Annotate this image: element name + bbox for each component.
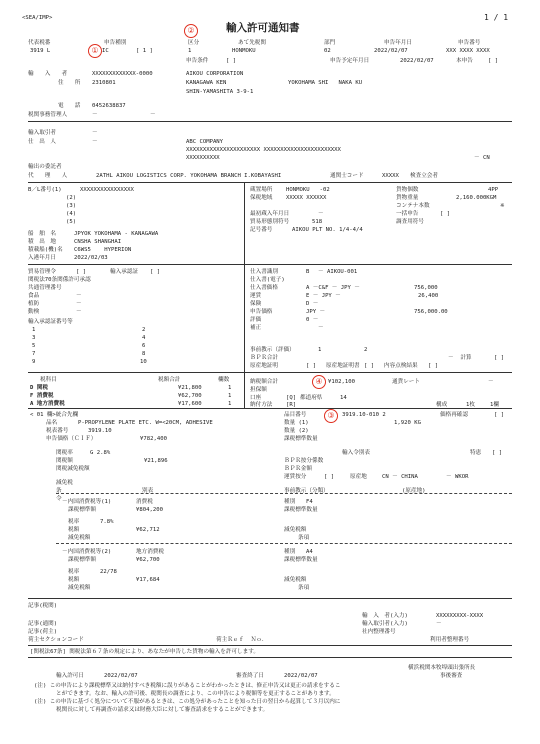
label: 事前教示（分類）	[284, 488, 329, 494]
value: － AIKOU-001	[318, 269, 358, 275]
label: 減免税額	[284, 577, 307, 583]
document-title: 輸入許可通知書	[226, 22, 300, 34]
label: 船 舶 名	[28, 231, 56, 237]
label: 代 理 人	[28, 173, 68, 179]
note: 税関長に対して再調査の請求又は財務大臣に対して審査請求をすることができます。	[56, 707, 269, 713]
value: ¥804,200	[136, 507, 163, 513]
label: 運賃按分	[284, 474, 307, 480]
value: 1	[228, 401, 232, 407]
value: [ ]	[488, 58, 499, 64]
value: [ ]	[364, 363, 375, 369]
label: 貨物重量	[396, 195, 419, 201]
value: AIKOU CORPORATION	[186, 71, 244, 77]
label: B／L番号(1)	[28, 187, 62, 193]
label: コンテナ本数	[396, 203, 430, 209]
label: 荷主Ｒｅｆ Ｎｏ．	[216, 637, 268, 643]
value: YOKOHAMA SHI NAKA KU	[288, 80, 363, 86]
value: 756,000	[414, 285, 438, 291]
label: 記事(税関)	[28, 603, 58, 609]
value: －	[92, 139, 98, 145]
label: 課税標準額	[68, 557, 96, 563]
label: 6	[142, 343, 146, 349]
label: 通関士コード	[330, 173, 364, 179]
value: XXXXXXXXXX	[186, 155, 220, 161]
label: 保険	[250, 301, 262, 307]
label: 数量 (2)	[284, 428, 309, 434]
label: 1	[32, 327, 36, 333]
label: 住 所	[58, 80, 81, 86]
value: HONMOKU	[232, 48, 256, 54]
value: [Q]	[286, 395, 297, 401]
value: ¥62,700	[136, 557, 160, 563]
label: 本申告	[456, 58, 473, 64]
label: 調査用符号	[396, 219, 424, 225]
label: 電 話	[58, 103, 81, 109]
label: 輸入承認証番号等	[28, 319, 73, 325]
value: －	[76, 293, 82, 299]
value: 02	[324, 48, 331, 54]
label: 税関事務管理人	[28, 112, 68, 118]
label: 輸入取引者(入力)	[362, 621, 408, 627]
label: 輸入許可日	[56, 673, 84, 679]
label: 2	[142, 327, 146, 333]
label: 評価	[250, 317, 262, 323]
marker-2: ②	[184, 24, 198, 38]
label: 8	[142, 351, 146, 357]
label: 品名	[46, 420, 58, 426]
approval-statement: [関税法67条] 関税法第６７条の規定により、あなたが申告した貨物の輸入を許可します。	[30, 649, 259, 655]
value: －	[436, 621, 442, 627]
value: 2ATHL AIKOU LOGISTICS CORP. YOKOHAMA BRANCH I.KOBAYASHI	[96, 173, 282, 179]
label: 植防	[28, 301, 40, 307]
label: 7	[32, 351, 36, 357]
value: CNSHA SHANGHAI	[74, 239, 122, 245]
doc-tag: <SEA/IMP>	[22, 15, 53, 21]
label: － 計算	[448, 355, 472, 361]
label: －内国消費税等(1)	[62, 499, 112, 505]
label: 減免税額	[284, 527, 307, 533]
label: 社内整理番号	[362, 629, 396, 635]
label: 記事(荷主)	[28, 629, 58, 635]
label: ＢＰＲ按分係数	[284, 458, 324, 464]
value: －	[150, 112, 156, 118]
value: ¥17,600	[178, 401, 202, 407]
value: A －C&F － JPY －	[306, 285, 360, 291]
value: －	[92, 130, 98, 136]
value: [ ]	[324, 474, 335, 480]
value: 2310801	[92, 80, 116, 86]
value: －	[488, 379, 494, 385]
marker-1: ①	[88, 44, 102, 58]
value: 1,920 KG	[394, 420, 421, 426]
label: 条項	[298, 535, 310, 541]
label: あて先税関	[238, 40, 266, 46]
label: 申告番号	[458, 40, 481, 46]
value: －	[318, 325, 324, 331]
value: 1欄	[490, 402, 499, 408]
label: 検査立会者	[410, 173, 438, 179]
label: 10	[140, 359, 147, 365]
label: 関税率	[56, 450, 73, 456]
label: 担保額	[250, 387, 267, 393]
label: 関税額	[56, 458, 73, 464]
value: 1枚	[466, 402, 475, 408]
value: [ ]	[440, 211, 451, 217]
value: 26,400	[418, 293, 439, 299]
value: 1	[228, 393, 232, 399]
label: 代表税番	[28, 40, 51, 46]
value: [ ]	[494, 355, 505, 361]
label: 条	[56, 488, 62, 494]
label: 納税額合計	[250, 379, 278, 385]
value: －	[76, 309, 82, 315]
label: 税額	[68, 527, 80, 533]
label: 記事(通関)	[28, 621, 58, 627]
item-header: < 01 欄>統合先欄	[30, 412, 79, 418]
value: 地方消費税	[136, 549, 164, 555]
value: HONMOKU -02	[286, 187, 330, 193]
value: JPYOK YOKOHAMA - KANAGAWA	[74, 231, 159, 237]
value: XXX XXXX XXXX	[446, 48, 490, 54]
note: (注) この申告に基づく処分について不服があるときは、この処分があったことを知った日の翌日から起算して３月以内に	[34, 699, 341, 705]
label: 蔵置場所	[250, 187, 273, 193]
value: XXXXX XXXXXX	[286, 195, 327, 201]
label: 積載船(機)名	[28, 247, 63, 253]
value: D －	[306, 301, 319, 307]
value: [ 1 ]	[136, 48, 153, 54]
label: D 関税	[30, 385, 48, 391]
value: [ ]	[226, 58, 237, 64]
customs-office: 横浜税関本牧埠頭出張所長	[408, 665, 476, 671]
label: 申告価格	[250, 309, 273, 315]
value: SHIN-YAMASHITA 3-9-1	[186, 89, 254, 95]
label: 食品	[28, 293, 40, 299]
value: 14	[340, 395, 347, 401]
label: 荷主セクションコード	[28, 637, 84, 643]
label: 課税標準数量	[284, 557, 318, 563]
value: ¥21,800	[178, 385, 202, 391]
value: 4PP	[488, 187, 499, 193]
label: 補正	[250, 325, 262, 331]
marker-4: ④	[312, 375, 326, 389]
value: [ ]	[76, 269, 87, 275]
label: 動検	[28, 309, 40, 315]
value: XXXXXXXXXXXXX-0000	[92, 71, 153, 77]
label: 課税標準数量	[284, 436, 318, 442]
label: 申告年月日	[384, 40, 412, 46]
value: ¥782,400	[140, 436, 167, 442]
value: XXXXXXXXX-XXXX	[436, 613, 484, 619]
label: (4)	[66, 211, 77, 217]
value: ¥62,712	[136, 527, 160, 533]
value: 518	[312, 219, 323, 225]
value: [ ]	[150, 269, 161, 275]
label: 仕 出 人	[28, 139, 56, 145]
label: 輸入令別表	[342, 450, 370, 456]
value: 2022/02/07	[104, 673, 138, 679]
value: － WKOR	[446, 474, 469, 480]
value: 1	[228, 385, 232, 391]
label: 輸入取引者	[28, 130, 56, 136]
label: 種別	[284, 549, 296, 555]
label: 関税法70条関係許可承認	[28, 277, 91, 283]
note: とができます。なお、輸入の許可後、税関長の調査により、この申告により税額等を更正することがあります。	[56, 691, 335, 697]
value: ¥21,896	[144, 458, 168, 464]
label: 仕入書(電子)	[250, 277, 285, 283]
label: 申告条件	[186, 58, 209, 64]
value: P-PROPYLENE PLATE ETC. W=<20CM, ADHESIVE	[78, 420, 213, 426]
label: 減免税	[56, 480, 73, 486]
note: (注) この申告により課税標準又は納付すべき税額に誤りがあることがわかったときは、修正申告又は更正の請求をするこ	[34, 683, 341, 689]
label: 数量 (1)	[284, 420, 309, 426]
value: 3919.10-010 2	[342, 412, 386, 418]
value: XXXXXXXXXXXXXXXX	[80, 187, 134, 193]
value: E － JPY －	[306, 293, 341, 299]
label: 税額合計	[158, 377, 181, 383]
label: 輸入承認証	[110, 269, 138, 275]
value: ¥62,700	[178, 393, 202, 399]
value: A4	[306, 549, 313, 555]
label: 区分	[188, 40, 200, 46]
label: ＢＰＲ金額	[284, 466, 312, 472]
page-number: 1 / 1	[484, 13, 509, 22]
value: 7.8%	[100, 519, 114, 525]
label: (3)	[66, 203, 77, 209]
value: F4	[306, 499, 313, 505]
label: 9	[32, 359, 36, 365]
value: 22/78	[100, 569, 117, 575]
value: IC	[102, 48, 109, 54]
value: G 2.8%	[90, 450, 111, 456]
label: 原産地証明書	[326, 363, 360, 369]
label: －内国消費税等(2)	[62, 549, 112, 555]
value: B	[306, 269, 310, 275]
label: 貨物個数	[396, 187, 419, 193]
value: －	[92, 112, 98, 118]
label: 貿易管理令	[28, 269, 56, 275]
label: 税額	[68, 577, 80, 583]
value: 2022/02/07	[284, 673, 318, 679]
label: 口座	[250, 395, 262, 401]
label: 部門	[324, 40, 336, 46]
label: 原産地証明	[250, 363, 278, 369]
label: 通貨レート	[392, 379, 420, 385]
label: 共通管理番号	[28, 285, 62, 291]
label: 仕入書識別	[250, 269, 278, 275]
label: 税表番号	[46, 428, 69, 434]
value: [ ]	[494, 412, 505, 418]
value: －	[318, 211, 324, 217]
value: 2	[364, 347, 368, 353]
label: 利用者整理番号	[430, 637, 470, 643]
label: ＢＰＲ合計	[250, 355, 278, 361]
value: 0 －	[306, 317, 319, 323]
label: 保税地域	[250, 195, 273, 201]
value: [ ]	[492, 450, 503, 456]
value: 消費税	[136, 499, 153, 505]
value: ※	[500, 203, 505, 209]
label: F 消費税	[30, 393, 54, 399]
value: ABC COMPANY	[186, 139, 224, 145]
label: 申告予定年月日	[330, 58, 370, 64]
value: [ ]	[306, 363, 317, 369]
value: CN － CHINA	[382, 474, 418, 480]
label: 一括申告	[396, 211, 419, 217]
label: 5	[32, 343, 36, 349]
value: C6WS5 HYPERION	[74, 247, 132, 253]
label: (5)	[66, 219, 77, 225]
label: 3	[32, 335, 36, 341]
value: XXXXXXXXXXXXXXXXXXXXXX XXXXXXXXXXXXXXXXXXXXXXX	[186, 147, 341, 153]
value: 3919.10	[88, 428, 112, 434]
value: ¥102,100	[328, 379, 355, 385]
value: ¥17,684	[136, 577, 160, 583]
value: 0452638837	[92, 103, 126, 109]
label: 4	[142, 335, 146, 341]
value: AIKOU PLT NO. 1/4-4/4	[292, 227, 363, 233]
label: 申告価格（ＣＩＦ）	[46, 436, 97, 442]
label: 種別	[284, 499, 296, 505]
label: 積 出 地	[28, 239, 56, 245]
label: 税科目	[40, 377, 57, 383]
label: 事後審査	[440, 673, 463, 679]
label: 税率	[68, 569, 80, 575]
value: 3919 L	[30, 48, 51, 54]
value: JPY －	[306, 309, 326, 315]
label: A 地方消費税	[30, 401, 65, 407]
value: XXXXX	[382, 173, 399, 179]
label: 欄数	[218, 377, 230, 383]
value: [R]	[286, 402, 297, 408]
label: 都道府県	[300, 395, 323, 401]
label: 品目番号	[284, 412, 307, 418]
label: 事前教示（評価）	[250, 347, 295, 353]
label: 輸出の委託者	[28, 164, 62, 170]
label: 貿易形態別符号	[250, 219, 290, 225]
label: 納付方法	[250, 402, 273, 408]
value: [ ]	[428, 363, 439, 369]
label: 価格再確認	[440, 412, 468, 418]
value: 2022/02/07	[374, 48, 408, 54]
label: 記号番号	[250, 227, 273, 233]
value: KANAGAWA KEN	[186, 80, 227, 86]
label: 条項	[298, 585, 310, 591]
label: 構成	[436, 402, 448, 408]
label: 減免税額	[68, 535, 91, 541]
value: 1	[318, 347, 322, 353]
value: 2022/02/03	[74, 255, 108, 261]
value: 756,000.00	[414, 309, 448, 315]
label: 課税標準額	[68, 507, 96, 513]
label: 税率	[68, 519, 80, 525]
label: 内容点検結果	[384, 363, 418, 369]
label: 特恵	[470, 450, 482, 456]
value: 2022/02/07	[400, 58, 434, 64]
label: 原産地	[350, 474, 367, 480]
label: 最初蔵入年月日	[250, 211, 290, 217]
label: 別表	[142, 488, 154, 494]
label: 関税減免税額	[56, 466, 90, 472]
label: 減免税額	[68, 585, 91, 591]
value: 2,160.000KGM	[456, 195, 497, 201]
label: 令	[56, 496, 62, 502]
label: 輸 入 者(入力)	[362, 613, 408, 619]
label: 輸 入 者	[28, 71, 68, 77]
label: 申告種別	[104, 40, 127, 46]
marker-3: ③	[324, 409, 338, 423]
value: － CN	[474, 155, 490, 161]
label: 運賃	[250, 293, 262, 299]
label: (原産地)	[402, 488, 426, 494]
value: 1	[188, 48, 192, 54]
label: (2)	[66, 195, 77, 201]
value: －	[76, 301, 82, 307]
label: 課税標準数量	[284, 507, 318, 513]
label: 入港年月日	[28, 255, 56, 261]
label: 仕入書価格	[250, 285, 278, 291]
label: 審査終了日	[236, 673, 264, 679]
